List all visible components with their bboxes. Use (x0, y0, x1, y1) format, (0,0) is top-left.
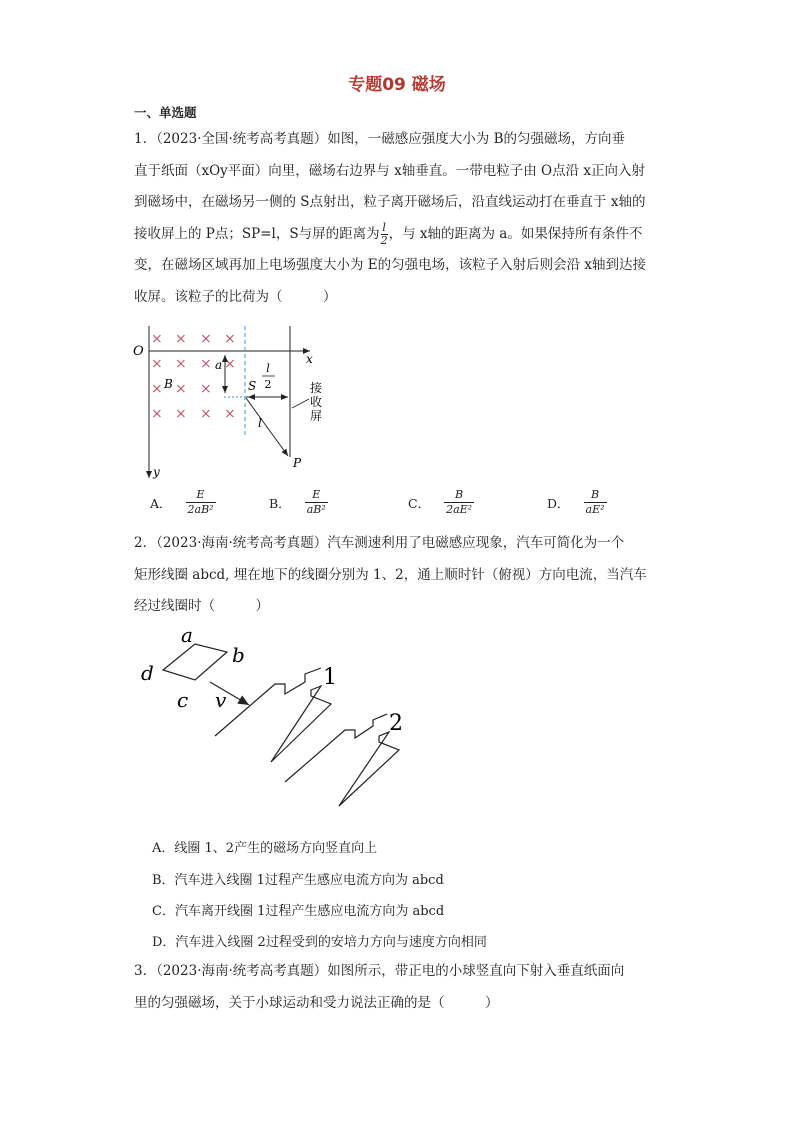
frac-num: E (312, 488, 321, 501)
q1-line-5: 变，在磁场区域再加上电场强度大小为 E的匀强电场，该粒子入射后则会沿 x轴到达接 (134, 257, 647, 273)
cross-mark: × (151, 356, 163, 372)
q1-line-4-start: 接收屏上的 P点；SP=l，S与屏的距离为 (134, 225, 380, 242)
p-label: P (293, 456, 302, 470)
coil-figure (135, 622, 425, 822)
q1-line-6: 收屏。该粒子的比荷为（ ） (134, 288, 337, 305)
q1-line-3: 到磁场中，在磁场另一侧的 S点射出，粒子离开磁场后，沿直线运动打在垂直于 x轴的 (134, 194, 646, 210)
half-l-den: 2 (264, 378, 272, 391)
frac-den: aE² (585, 503, 605, 516)
label-v: v (215, 688, 227, 712)
q3-line-2: 里的匀强磁场，关于小球运动和受力说法正确的是（ ） (134, 994, 499, 1011)
cross-mark: × (200, 331, 212, 347)
option-label: A． (150, 495, 172, 511)
option-c[interactable] (408, 488, 474, 517)
cross-mark: × (175, 356, 187, 372)
q2-option-b[interactable]: B．汽车进入线圈 1过程产生感应电流方向为 abcd (152, 873, 444, 888)
screen-label-char-1: 接 (310, 381, 323, 395)
question-1-text (134, 124, 664, 313)
section-heading: 一、单选题 (134, 105, 197, 120)
question-2-text (134, 528, 664, 623)
cross-mark: × (224, 331, 236, 347)
option-b[interactable] (269, 488, 328, 517)
label-c: c (177, 688, 189, 712)
q1-line-1: 1．（2023·全国·统考高考真题）如图，一磁感应强度大小为 B的匀强磁场，方向垂 (134, 131, 625, 147)
cross-mark: × (151, 331, 163, 347)
cross-mark: × (151, 406, 163, 422)
coil-2-label: 2 (389, 711, 403, 736)
particle-trajectory (246, 398, 288, 456)
car-coil (163, 644, 227, 680)
q3-line-1: 3．（2023·海南·统考高考真题）如图所示，带正电的小球竖直向下射入垂直纸面向 (134, 963, 625, 979)
option-label: D． (547, 495, 570, 511)
q2-option-a[interactable]: A．线圈 1、2产生的磁场方向竖直向上 (152, 841, 378, 856)
option-fraction (186, 488, 216, 517)
option-d[interactable] (547, 488, 607, 517)
page-title: 专题09 磁场 (348, 75, 446, 95)
b-label: B (164, 377, 173, 391)
q1-line-2: 直于纸面（xOy平面）向里，磁场右边界与 x轴垂直。一带电粒子由 O点沿 x正向入射 (134, 162, 645, 179)
screen-label-char-3: 屏 (310, 409, 323, 423)
frac-den: 2aB² (187, 503, 214, 516)
option-label: C． (408, 495, 431, 511)
question-3-text (134, 956, 664, 1019)
cross-mark: × (175, 331, 187, 347)
half-l-fraction (381, 222, 388, 247)
option-fraction (444, 488, 474, 517)
x-axis-label: x (306, 352, 313, 366)
cross-mark: × (175, 381, 187, 397)
coil-1-label: 1 (323, 665, 337, 690)
q2-line-1: 2．（2023·海南·统考高考真题）汽车测速利用了电磁感应现象，汽车可简化为一个 (134, 535, 625, 551)
frac-denominator: 2 (380, 233, 388, 247)
frac-num: B (455, 488, 464, 501)
cross-mark: × (151, 381, 163, 397)
origin-label: O (133, 344, 144, 359)
cross-mark: × (224, 406, 236, 422)
magnetic-field-figure (130, 322, 330, 482)
option-a[interactable] (150, 488, 216, 517)
label-a: a (181, 623, 193, 647)
frac-num: E (196, 488, 205, 501)
q1-line-4 (134, 219, 664, 251)
screen-pointer (292, 399, 309, 408)
option-fraction (305, 488, 328, 517)
frac-numerator: l (382, 220, 386, 234)
a-label: a (215, 358, 223, 372)
q1-line-4-end: ，与 x轴的距离为 a。如果保持所有条件不 (388, 225, 643, 242)
frac-num: B (590, 488, 600, 501)
screen-label (310, 380, 322, 423)
screen-label-char-2: 收 (310, 395, 323, 409)
q2-option-d[interactable]: D．汽车进入线圈 2过程受到的安培力方向与速度方向相同 (152, 935, 487, 950)
cross-mark: × (175, 406, 187, 422)
l-label: l (258, 416, 262, 430)
q1-options (150, 488, 670, 528)
frac-den: aB² (306, 503, 326, 516)
frac-den: 2aE² (446, 503, 473, 516)
label-b: b (232, 643, 245, 667)
q2-option-c[interactable]: C．汽车离开线圈 1过程产生感应电流方向为 abcd (152, 904, 445, 919)
ground-coil-2 (285, 714, 399, 806)
cross-mark: × (224, 356, 236, 372)
ground-coil-1 (215, 668, 331, 762)
y-axis-label: y (153, 465, 160, 479)
label-d: d (141, 661, 154, 685)
option-fraction (584, 488, 607, 517)
option-label: B． (269, 495, 291, 511)
q2-line-2: 矩形线圈 abcd, 埋在地下的线圈分别为 1、2，通上顺时针（俯视）方向电流，当汽车 (134, 566, 647, 583)
half-l-num: l (266, 362, 270, 375)
cross-mark: × (200, 356, 212, 372)
cross-mark: × (200, 406, 212, 422)
q2-line-3: 经过线圈时（ ） (134, 598, 269, 614)
s-label: S (248, 379, 257, 393)
cross-mark: × (200, 381, 212, 397)
